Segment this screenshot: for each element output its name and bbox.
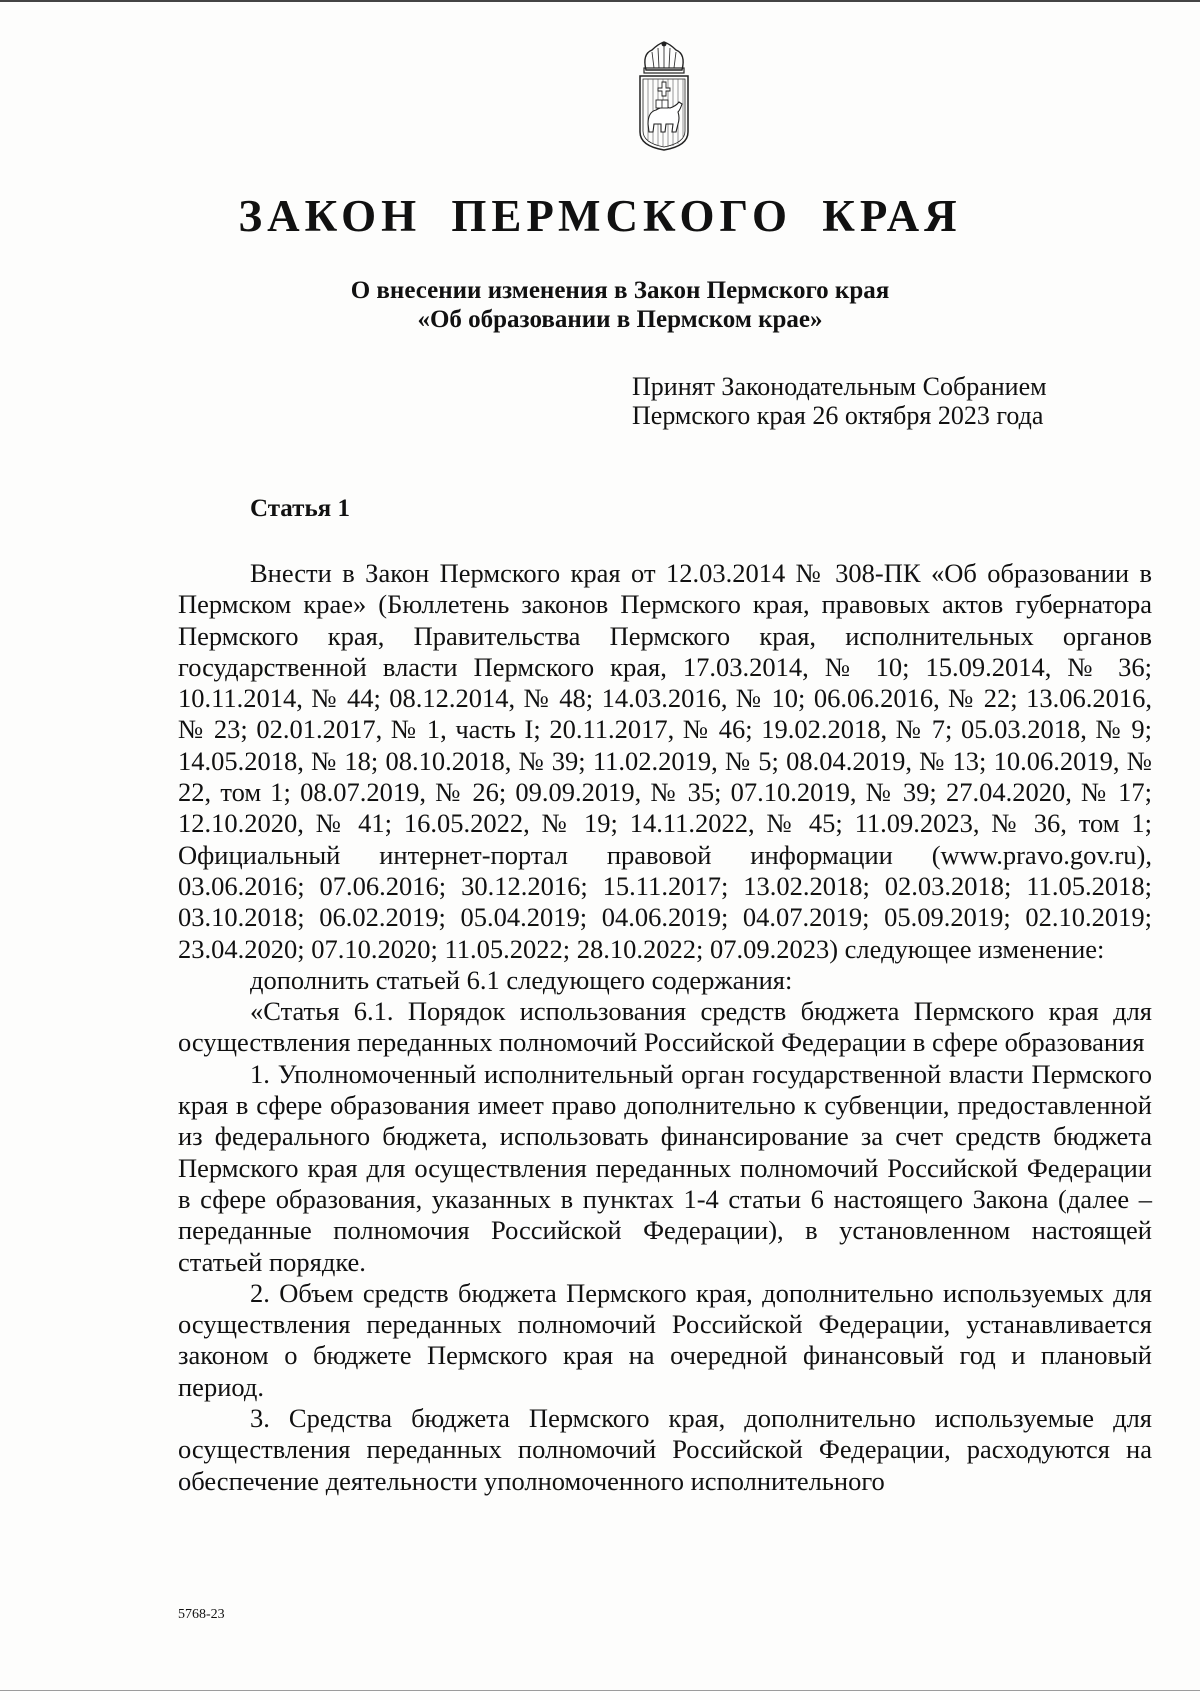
paragraph: Внести в Закон Пермского края от 12.03.2014 № 308-ПК «Об образовании в Пермском крае» (Бюллетень законов Пермского края, правовых актов губернатора Пермского края, Правительства Пермского края, исполнительных органов государственной власти Пермского края, 17.03.2014, № 10; 15.09.2014, № 36; 10.11.2014, № 44; 08.12.2014, № 48; 14.03.2016, № 10; 06.06.2016, № 22; 13.06.2016, № 23; 02.01.2017, № 1, часть I; 20.11.2017, № 46; 19.02.2018, № 7; 05.03.2018, № 9; 14.05.2018, № 18; 08.10.2018, № 39; 11.02.2019, № 5; 08.04.2019, № 13; 10.06.2019, № 22, том 1; 08.07.2019, № 26; 09.09.2019, № 35; 07.10.2019, № 39; 27.04.2020, № 17; 12.10.2020, № 41; 16.05.2022, № 19; 14.11.2022, № 45; 11.09.2023, № 36, том 1; Официальный интернет-портал правовой информации (www.pravo.gov.ru), 03.06.2016; 07.06.2016; 30.12.2016; 15.11.2017; 13.02.2018; 02.03.2018; 11.05.2018; 03.10.2018; 06.02.2019; 05.04.2019; 04.06.2019; 04.07.2019; 05.09.2019; 02.10.2019; 23.04.2020; 07.10.2020; 11.05.2022; 28.10.2022; 07.09.2023) следующее изменение: — [178, 558, 1152, 964]
coat-of-arms-icon — [632, 40, 696, 152]
paragraph: 3. Средства бюджета Пермского края, дополнительно используемые для осуществления переданных полномочий Российской Федерации, расходуются на обеспечение деятельности уполномоченного исполнительного — [178, 1403, 1152, 1496]
law-title: ЗАКОН ПЕРМСКОГО КРАЯ — [238, 191, 962, 241]
subtitle-line: «Об образовании в Пермском крае» — [417, 306, 823, 333]
paragraph: «Статья 6.1. Порядок использования средств бюджета Пермского края для осуществления переданных полномочий Российской Федерации в сфере образования — [178, 996, 1152, 1058]
adoption-line: Принят Законодательным Собранием — [632, 372, 1047, 401]
paragraph: 1. Уполномоченный исполнительный орган государственной власти Пермского края в сфере образования имеет право дополнительно к субвенции, предоставленной из федерального бюджета, использовать финансирование за счет средств бюджета Пермского края для осуществления переданных полномочий Российской Федерации в сфере образования, указанных в пунктах 1-4 статьи 6 настоящего Закона (далее – переданные полномочия Российской Федерации), в установленном настоящей статьей порядке. — [178, 1058, 1152, 1277]
adoption-line: Пермского края 26 октября 2023 года — [632, 401, 1044, 430]
adoption-note — [632, 372, 1047, 430]
article-heading: Статья 1 — [250, 495, 350, 522]
article-body — [178, 558, 1152, 1497]
scan-top-edge — [0, 0, 1200, 2]
scan-bottom-edge — [0, 1690, 1200, 1691]
paragraph: 2. Объем средств бюджета Пермского края, дополнительно используемых для осуществления переданных полномочий Российской Федерации, устанавливается законом о бюджете Пермского края на очередной финансовый год и плановый период. — [178, 1277, 1152, 1402]
paragraph: дополнить статьей 6.1 следующего содержания: — [250, 964, 793, 995]
law-subtitle — [0, 276, 1200, 334]
subtitle-line: О внесении изменения в Закон Пермского края — [350, 277, 890, 304]
document-code: 5768-23 — [178, 1607, 225, 1622]
